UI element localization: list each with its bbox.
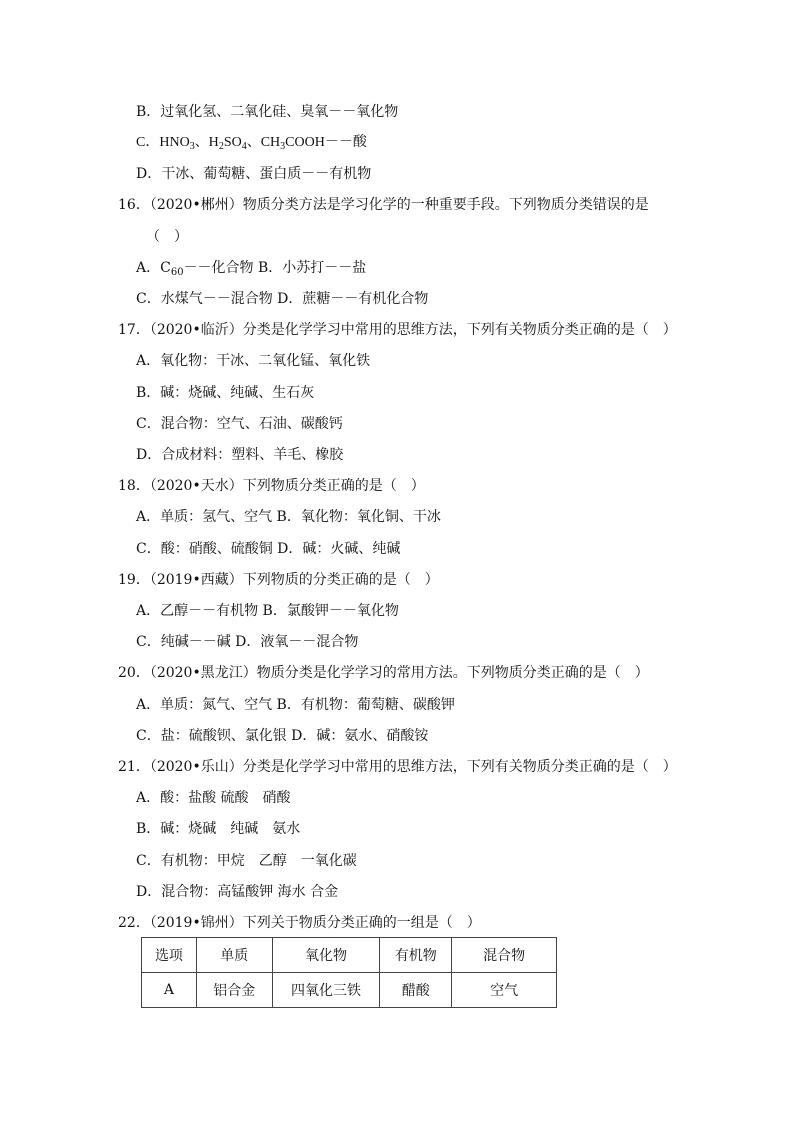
q15-option-b: B．过氧化氢、二氧化硅、臭氧－－氧化物	[136, 104, 399, 120]
q22-stem: 22．（2019•锦州）下列关于物质分类正确的一组是（ ）	[118, 915, 481, 931]
q16-stem: 16．（2020•郴州）物质分类方法是学习化学的一种重要手段。下列物质分类错误的是	[118, 197, 649, 213]
table-header-cell: 单质	[196, 938, 272, 973]
table-cell: A	[142, 973, 197, 1008]
q15-c-sep2: 、CH	[246, 135, 281, 150]
q15-c-so4-sub: 4	[241, 141, 247, 152]
table-header-cell: 混合物	[452, 938, 557, 973]
table-cell: 四氧化三铁	[272, 973, 380, 1008]
q17-option-b: B．碱：烧碱、纯碱、生石灰	[136, 385, 315, 401]
q16-stem-blank: （ ）	[146, 229, 188, 245]
q18-option-a: A．单质：氢气、空气 B．氧化物：氧化铜、干冰	[136, 509, 441, 525]
q21-option-a: A．酸：盐酸 硫酸 硝酸	[136, 790, 291, 806]
q17-option-a: A．氧化物：干冰、二氧化锰、氧化铁	[136, 353, 371, 369]
q19-option-a: A．乙醇－－有机物 B．氯酸钾－－氧化物	[136, 603, 399, 619]
q20-stem: 20．（2020•黑龙江）物质分类是化学学习的常用方法。下列物质分类正确的是（ ）	[118, 665, 649, 681]
table-cell: 铝合金	[196, 973, 272, 1008]
q19-option-c: C．纯碱－－碱 D．液氧－－混合物	[136, 634, 359, 650]
q15-option-d: D．干冰、葡萄糖、蛋白质－－有机物	[136, 166, 372, 182]
table-header-row	[142, 938, 557, 973]
table-header-cell: 氧化物	[272, 938, 380, 973]
q21-option-b: B．碱：烧碱 纯碱 氨水	[136, 821, 301, 837]
q18-option-c: C．酸：硝酸、硫酸铜 D．碱：火碱、纯碱	[136, 541, 401, 557]
q15-c-sep1: 、H	[194, 135, 219, 150]
table-cell: 空气	[452, 973, 557, 1008]
q16-option-c: C．水煤气－－混合物 D．蔗糖－－有机化合物	[136, 291, 429, 307]
q21-stem: 21．（2020•乐山）分类是化学学习中常用的思维方法，下列有关物质分类正确的是（ ）	[118, 759, 677, 775]
q16-a-prefix: A．C	[136, 260, 171, 276]
q17-stem: 17．（2020•临沂）分类是化学学习中常用的思维方法，下列有关物质分类正确的是（ ）	[118, 322, 677, 338]
table-cell: 醋酸	[380, 973, 452, 1008]
q16-option-a	[136, 258, 366, 278]
q16-a-rest: －－化合物 B．小苏打－－盐	[183, 260, 367, 276]
table-row	[142, 973, 557, 1008]
q20-option-a: A．单质：氮气、空气 B．有机物：葡萄糖、碳酸钾	[136, 697, 455, 713]
q20-option-c: C．盐：硫酸钡、氯化银 D．碱：氨水、硝酸铵	[136, 728, 429, 744]
q15-c-hno-sub: 3	[189, 141, 195, 152]
q16-a-sub: 60	[170, 267, 184, 278]
table-header-cell: 有机物	[380, 938, 452, 973]
q21-option-d: D．混合物：高锰酸钾 海水 合金	[136, 884, 339, 900]
q19-stem: 19．（2019•西藏）下列物质的分类正确的是（ ）	[118, 572, 439, 588]
q15-c-cooh: COOH－－酸	[285, 135, 367, 150]
q15-option-c	[136, 133, 367, 153]
q21-option-c: C．有机物：甲烷 乙醇 一氧化碳	[136, 853, 357, 869]
q15-c-hno: HNO	[159, 135, 190, 150]
q22-options-table	[141, 937, 557, 1008]
q15-c-so: SO	[223, 135, 242, 150]
q17-option-c: C．混合物：空气、石油、碳酸钙	[136, 416, 343, 432]
q15-c-h2-sub: 2	[218, 141, 224, 152]
q15-c-ch3-sub: 3	[280, 141, 286, 152]
q15-c-prefix: C．	[136, 135, 160, 150]
q17-option-d: D．合成材料：塑料、羊毛、橡胶	[136, 447, 344, 463]
q18-stem: 18．（2020•天水）下列物质分类正确的是（ ）	[118, 478, 425, 494]
table-header-cell: 选项	[142, 938, 197, 973]
